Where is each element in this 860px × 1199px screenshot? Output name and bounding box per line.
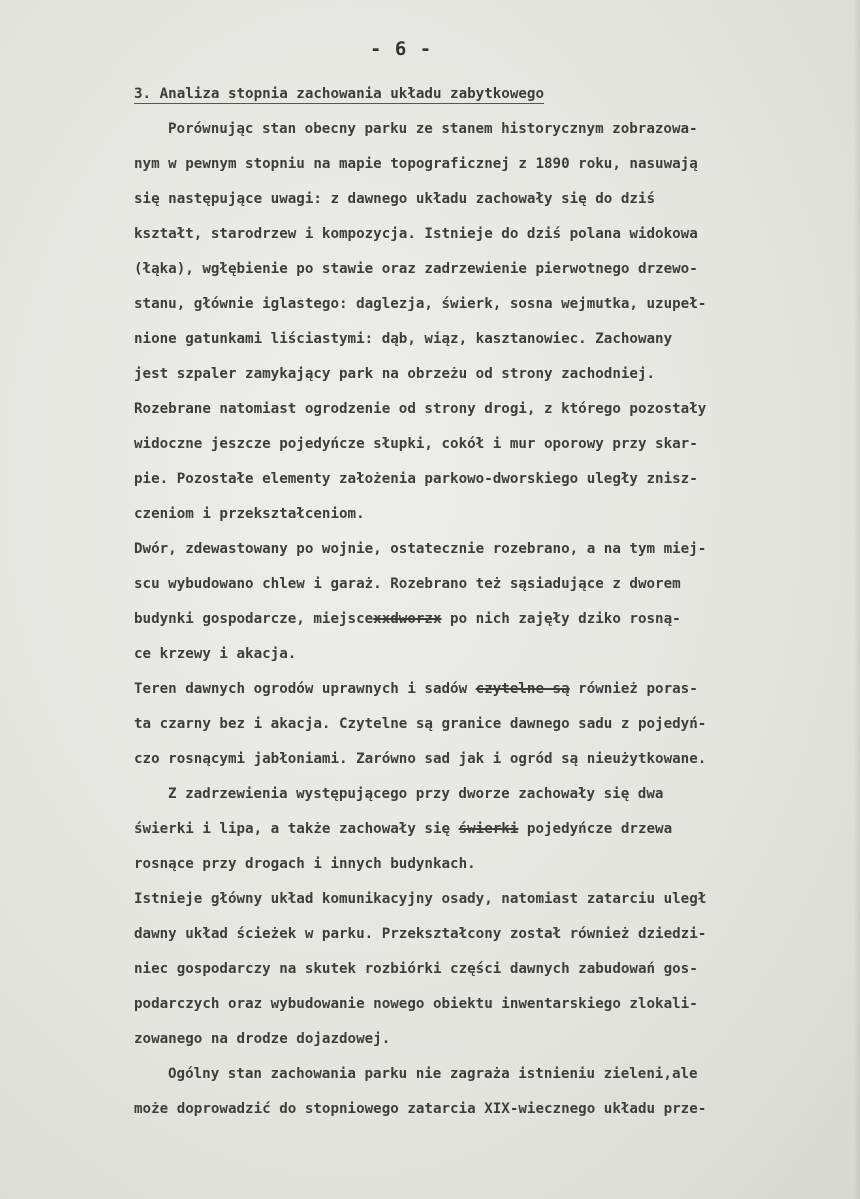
text-line [134, 322, 848, 357]
text-line [134, 672, 848, 707]
line-text: rosnące przy drogach i innych budynkach. [134, 856, 476, 872]
line-text: czo rosnącymi jabłoniami. Zarówno sad jak i ogród są nieużytkowane. [134, 751, 707, 767]
line-text: jest szpaler zamykający park na obrzeżu od strony zachodniej. [134, 366, 656, 382]
line-text: podarczych oraz wybudowanie nowego obiektu inwentarskiego zlokali- [134, 996, 698, 1012]
line-text: ce krzewy i akacja. [134, 646, 297, 662]
page-edge-shadow [854, 0, 860, 1199]
line-text: stanu, głównie iglastego: daglezja, świerk, sosna wejmutka, uzupeł- [134, 296, 707, 312]
line-text: budynki gospodarcze, miejsce [134, 611, 374, 627]
line-text: Teren dawnych ogrodów uprawnych i sadów [134, 681, 476, 697]
text-line [134, 392, 848, 427]
text-line [134, 882, 848, 917]
text-line [134, 112, 848, 147]
line-text: zowanego na drodze dojazdowej. [134, 1031, 391, 1047]
line-text: Dwór, zdewastowany po wojnie, ostatecznie rozebrano, a na tym miej- [134, 541, 707, 557]
text-line [134, 1092, 848, 1127]
text-line [134, 917, 848, 952]
text-line [134, 1022, 848, 1057]
text-line [134, 252, 848, 287]
line-text: Rozebrane natomiast ogrodzenie od strony drogi, z którego pozostały [134, 401, 707, 417]
text-line [134, 952, 848, 987]
line-text: może doprowadzić do stopniowego zatarcia XIX-wiecznego układu prze- [134, 1101, 707, 1117]
line-text: Z zadrzewienia występującego przy dworze zachowały się dwa [168, 786, 664, 802]
text-line [134, 182, 848, 217]
line-text-continued: pojedyńcze drzewa [518, 821, 673, 837]
text-line [134, 462, 848, 497]
line-text: dawny układ ścieżek w parku. Przekształcony został również dziedzi- [134, 926, 707, 942]
line-text-continued: również poras- [569, 681, 698, 697]
page-number: - 6 - [370, 38, 433, 60]
text-line [134, 287, 848, 322]
text-line [134, 532, 848, 567]
line-text: nione gatunkami liściastymi: dąb, wiąz, kasztanowiec. Zachowany [134, 331, 673, 347]
line-text: kształt, starodrzew i kompozycja. Istnieje do dziś polana widokowa [134, 226, 698, 242]
body-text [134, 112, 848, 1127]
line-text: ta czarny bez i akacja. Czytelne są granice dawnego sadu z pojedyń- [134, 716, 707, 732]
text-line [134, 427, 848, 462]
text-line [134, 497, 848, 532]
line-text: nym w pewnym stopniu na mapie topograficznej z 1890 roku, nasuwają [134, 156, 698, 172]
section-heading: 3. Analiza stopnia zachowania układu zabytkowego [134, 86, 544, 102]
line-text: (łąka), wgłębienie po stawie oraz zadrzewienie pierwotnego drzewo- [134, 261, 698, 277]
text-line [134, 217, 848, 252]
line-text: niec gospodarczy na skutek rozbiórki części dawnych zabudowań gos- [134, 961, 698, 977]
text-line [134, 742, 848, 777]
line-text-continued: po nich zajęły dziko rosną- [441, 611, 681, 627]
line-text: Porównując stan obecny parku ze stanem historycznym zobrazowa- [168, 121, 698, 137]
line-text: Ogólny stan zachowania parku nie zagraża istnieniu zieleni,ale [168, 1066, 698, 1082]
text-line [134, 602, 848, 637]
text-line [134, 707, 848, 742]
text-line [134, 847, 848, 882]
line-text: Istnieje główny układ komunikacyjny osady, natomiast zatarciu uległ [134, 891, 707, 907]
line-text: widoczne jeszcze pojedyńcze słupki, cokół i mur oporowy przy skar- [134, 436, 698, 452]
struck-out-text: czytelne są [475, 681, 570, 697]
line-text: scu wybudowano chlew i garaż. Rozebrano też sąsiadujące z dworem [134, 576, 681, 592]
text-line [134, 777, 848, 812]
line-text: się następujące uwagi: z dawnego układu zachowały się do dziś [134, 191, 656, 207]
text-line [134, 1057, 848, 1092]
struck-out-text: świerki [458, 821, 519, 837]
text-line [134, 567, 848, 602]
line-text: świerki i lipa, a także zachowały się [134, 821, 459, 837]
struck-out-text: xxdworzx [373, 611, 442, 627]
text-line [134, 357, 848, 392]
line-text: pie. Pozostałe elementy założenia parkowo-dworskiego uległy znisz- [134, 471, 698, 487]
line-text: czeniom i przekształceniom. [134, 506, 365, 522]
text-line [134, 987, 848, 1022]
text-line [134, 147, 848, 182]
text-line [134, 812, 848, 847]
text-line [134, 637, 848, 672]
